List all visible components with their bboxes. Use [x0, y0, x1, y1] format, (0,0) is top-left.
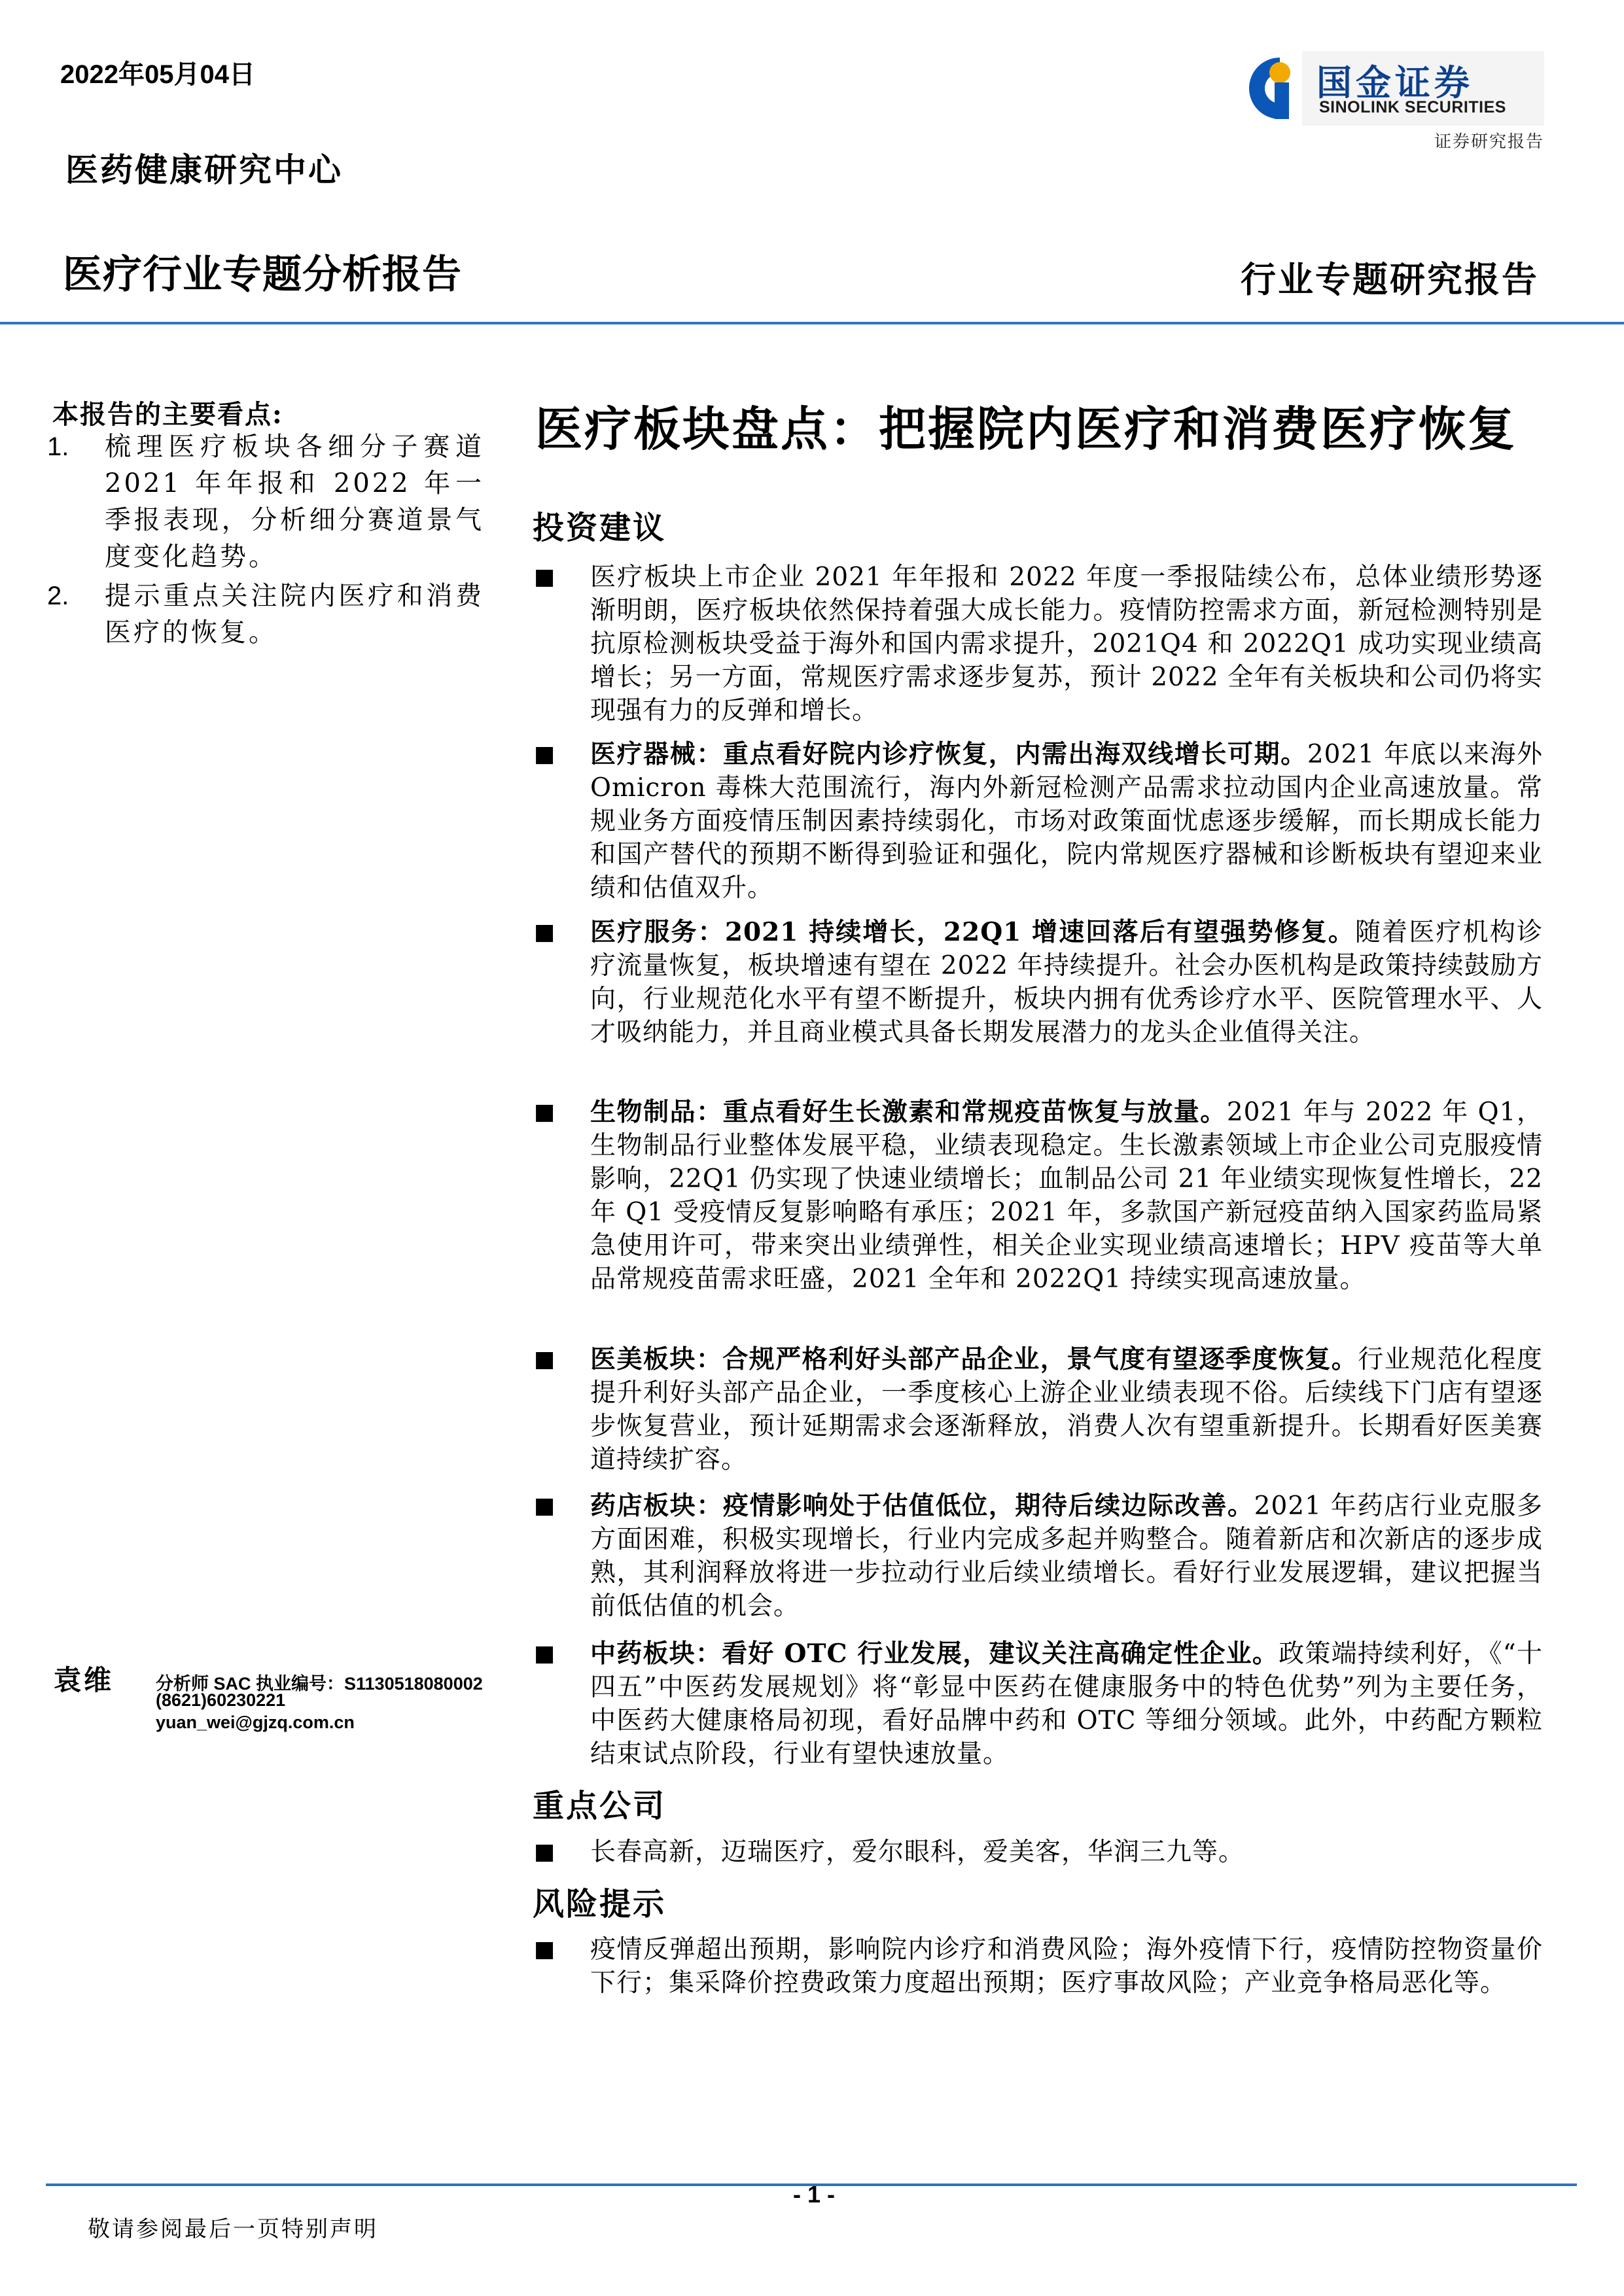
sidebar-point-number: 1. — [47, 432, 69, 461]
company-item — [534, 1835, 1545, 1875]
bullet-square-icon: ■ — [534, 1493, 556, 1519]
analyst-license: 分析师 SAC 执业编号：S1130518080002 — [156, 1674, 483, 1694]
advice-item-body: 医疗板块上市企业 2021 年年报和 2022 年度一季报陆续公布，总体业绩形势逐渐明朗，医疗板块依然保持着强大成长能力。疫情防控需求方面，新冠检测特别是抗原检测板块受益于海外和国内需求提升，2021Q4 和 2022Q1 成功实现业绩高增长；另一方面，常规医疗需求逐步复苏，预计 2022 全年有关板块和公司仍将实现强有力的反弹和增长。 — [590, 563, 1543, 725]
advice-item — [534, 561, 1545, 727]
risk-item-text: 疫情反弹超出预期，影响院内诊疗和消费风险；海外疫情下行，疫情防控物资量价下行；集采降价控费政策力度超出预期；医疗事故风险；产业竞争格局恶化等。 — [590, 1935, 1543, 1998]
company-item-text: 长春高新，迈瑞医疗，爱尔眼科，爱美客，华润三九等。 — [590, 1837, 1245, 1867]
sidebar-point-number: 2. — [47, 582, 69, 610]
bullet-square-icon: ■ — [534, 1839, 556, 1865]
analyst-name: 袁维 — [54, 1664, 115, 1696]
logo-subtitle: 证券研究报告 — [1434, 132, 1544, 152]
advice-item-body: 2021 年底以来海外 Omicron 毒株大范围流行，海内外新冠检测产品需求拉动国内企业高速放量。常规业务方面疫情压制因素持续弱化，市场对政策面忧虑逐步缓解，而长期成长能力和国产替代的预期不断得到验证和强化，院内常规医疗器械和诊断板块有望迎来业绩和估值双升。 — [590, 740, 1543, 903]
advice-item — [534, 738, 1545, 905]
advice-item-body: 行业规范化程度提升利好头部产品企业，一季度核心上游企业业绩表现不俗。后续线下门店有望逐步恢复营业，预计延期需求会逐渐释放，消费人次有望重新提升。长期看好医美赛道持续扩容。 — [590, 1345, 1543, 1474]
advice-item-body: 政策端持续利好，《“十四五”中医药发展规划》将“彰显中医药在健康服务中的特色优势”列为主要任务，中医药大健康格局初现，看好品牌中药和 OTC 等细分领域。此外，中药配方颗粒结束试点阶段，行业有望快速放量。 — [590, 1639, 1543, 1769]
sidebar-point-text: 梳理医疗板块各细分子赛道 2021 年年报和 2022 年一季报表现，分析细分赛道景气度变化趋势。 — [105, 432, 484, 572]
advice-item — [534, 916, 1545, 1083]
advice-item-lead: 中药板块：看好 OTC 行业发展，建议关注高确定性企业。 — [590, 1639, 1279, 1669]
advice-item — [534, 1489, 1545, 1627]
bullet-square-icon: ■ — [534, 1346, 556, 1372]
advice-item — [534, 1096, 1545, 1331]
bullet-square-icon: ■ — [534, 741, 556, 767]
advice-item-text — [590, 1343, 1543, 1476]
report-date: 2022年05月04日 — [60, 60, 255, 89]
advice-item-text — [590, 738, 1543, 905]
advice-item-body: 2021 年与 2022 年 Q1，生物制品行业整体发展平稳，业绩表现稳定。生长激素领域上市企业公司克服疫情影响，22Q1 仍实现了快速业绩增长；血制品公司 21 年业绩实现恢复性增长，22 年 Q1 受疫情反复影响略有承压；2021 年，多款国产新冠疫苗纳入国家药监局紧急使用许可，带来突出业绩弹性，相关企业实现业绩高速增长；HPV 疫苗等大单品常规疫苗需求旺盛，2021 全年和 2022Q1 持续实现高速放量。 — [590, 1098, 1543, 1294]
page-number: - 1 - — [793, 2181, 836, 2208]
section-heading-advice: 投资建议 — [533, 510, 667, 546]
report-category-title: 医疗行业专题分析报告 — [63, 252, 462, 296]
advice-item-text — [590, 1489, 1543, 1623]
department-name: 医药健康研究中心 — [65, 150, 343, 189]
logo-chinese-name: 国金证券 — [1316, 63, 1474, 103]
bullet-square-icon: ■ — [534, 1641, 556, 1667]
main-title: 医疗板块盘点：把握院内医疗和消费医疗恢复 — [535, 401, 1517, 457]
section-heading-risks: 风险提示 — [533, 1886, 667, 1922]
bullet-square-icon: ■ — [534, 919, 556, 945]
advice-item-text — [590, 916, 1543, 1049]
advice-item-body: 2021 年药店行业克服多方面困难，积极实现增长，行业内完成多起并购整合。随着新店和次新店的逐步成熟，其利润释放将进一步拉动行业后续业绩增长。看好行业发展逻辑，建议把握当前低估值的机会。 — [590, 1491, 1543, 1621]
analyst-email[interactable]: yuan_wei@gjzq.com.cn — [156, 1713, 355, 1732]
analyst-phone: (8621)60230221 — [156, 1690, 286, 1710]
section-heading-companies: 重点公司 — [533, 1788, 667, 1824]
advice-item — [534, 1637, 1545, 1775]
bullet-square-icon: ■ — [534, 1099, 556, 1125]
advice-item-text — [590, 561, 1543, 727]
advice-item-lead: 医疗服务：2021 持续增长，22Q1 增速回落后有望强势修复。 — [590, 917, 1355, 947]
report-type-label: 行业专题研究报告 — [1241, 258, 1539, 300]
advice-item — [534, 1343, 1545, 1480]
sidebar-point — [47, 428, 484, 579]
advice-item-lead: 生物制品：重点看好生长激素和常规疫苗恢复与放量。 — [590, 1097, 1227, 1127]
sidebar-point-text: 提示重点关注院内医疗和消费医疗的恢复。 — [105, 581, 484, 648]
advice-item-lead: 医美板块：合规严格利好头部产品企业，景气度有望逐季度恢复。 — [590, 1344, 1358, 1374]
header-divider — [0, 322, 1624, 324]
advice-item-text — [590, 1096, 1543, 1296]
sidebar-title: 本报告的主要看点: — [52, 399, 283, 430]
bullet-square-icon: ■ — [534, 1936, 556, 1962]
advice-item-lead: 药店板块：疫情影响处于估值低位，期待后续边际改善。 — [590, 1491, 1254, 1521]
disclaimer-note: 敬请参阅最后一页特别声明 — [88, 2216, 378, 2242]
advice-item-lead: 医疗器械：重点看好院内诊疗恢复，内需出海双线增长可期。 — [590, 739, 1307, 769]
risk-item — [534, 1933, 1545, 2038]
advice-item-text — [590, 1637, 1543, 1771]
sidebar-point — [47, 578, 484, 656]
advice-item-body: 随着医疗机构诊疗流量恢复，板块增速有望在 2022 年持续提升。社会办医机构是政策持续鼓励方向，行业规范化水平有望不断提升，板块内拥有优秀诊疗水平、医院管理水平、人才吸纳能力，并且商业模式具备长期发展潜力的龙头企业值得关注。 — [590, 918, 1543, 1047]
logo-english-name: SINOLINK SECURITIES — [1319, 98, 1506, 116]
bullet-square-icon: ■ — [534, 564, 556, 590]
